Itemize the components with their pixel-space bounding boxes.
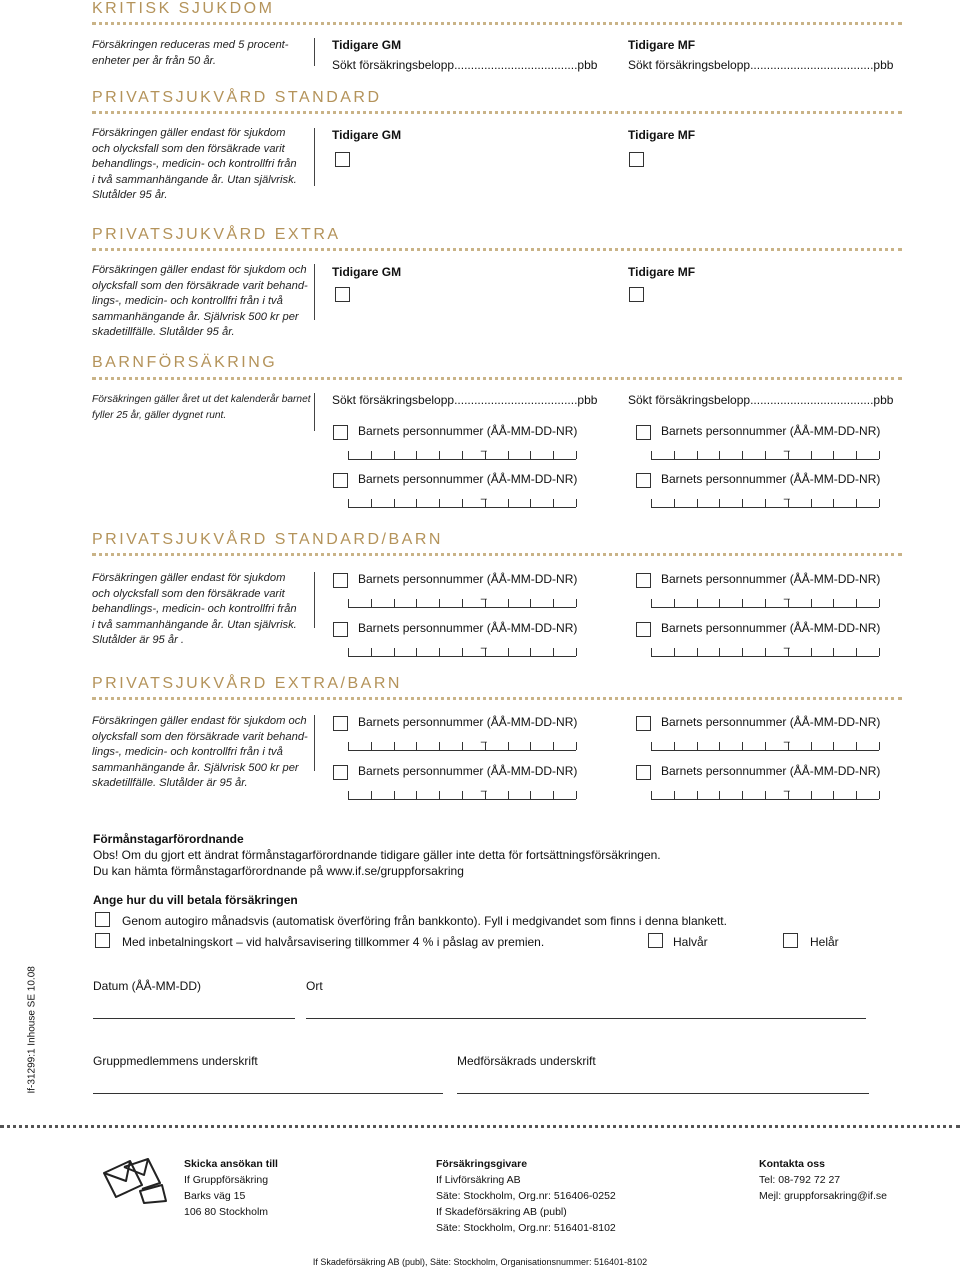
pnr-tick xyxy=(651,451,652,459)
standard-barn-child1-mf-pnr-field[interactable] xyxy=(651,593,879,608)
pnr-tick xyxy=(348,451,349,459)
standard-barn-child2-gm-checkbox[interactable] xyxy=(333,622,348,637)
kritisk-mf-amount[interactable]: Sökt försäkringsbelopp.....................................pbb xyxy=(628,58,894,72)
desc-line: Slutålder är 95 år . xyxy=(92,634,185,646)
kritisk-description xyxy=(92,38,289,69)
desc-line: fyller 25 år, gäller dygnet runt. xyxy=(92,409,227,421)
co-insured-signature-field[interactable] xyxy=(457,1093,869,1094)
pnr-tick xyxy=(697,451,698,459)
pnr-tick xyxy=(856,499,857,507)
pnr-tick xyxy=(394,791,395,799)
pnr-tick xyxy=(439,742,440,750)
footer-divider xyxy=(0,1125,960,1128)
divider xyxy=(92,377,902,380)
pnr-tick xyxy=(719,499,720,507)
standard-barn-child1-mf-checkbox[interactable] xyxy=(636,573,651,588)
pnr-dash: – xyxy=(783,593,790,605)
desc-line: olycksfall som den försäkrade varit behand- xyxy=(92,730,308,743)
extra-barn-description xyxy=(92,714,308,792)
barn-child2-gm-pnr-label: Barnets personnummer (ÅÅ-MM-DD-NR) xyxy=(358,472,578,486)
vertical-bar xyxy=(314,264,315,320)
barn-child1-gm-pnr-label: Barnets personnummer (ÅÅ-MM-DD-NR) xyxy=(358,424,578,438)
pnr-tick xyxy=(811,599,812,607)
pnr-tick xyxy=(553,499,554,507)
pnr-tick xyxy=(811,499,812,507)
pnr-tick xyxy=(697,499,698,507)
pnr-tick xyxy=(462,791,463,799)
extra-barn-child1-gm-checkbox[interactable] xyxy=(333,716,348,731)
pnr-tick xyxy=(651,499,652,507)
desc-line: och olycksfall som den försäkrade varit xyxy=(92,142,285,155)
desc-line: Försäkringen gäller endast för sjukdom och xyxy=(92,264,307,276)
vertical-bar xyxy=(314,38,315,66)
pnr-tick xyxy=(765,791,766,799)
section-title-standard: PRIVATSJUKVÅRD STANDARD xyxy=(92,89,382,106)
legal-footer: If Skadeförsäkring AB (publ), Säte: Stockholm, Organisationsnummer: 516401-8102 xyxy=(312,1257,648,1267)
pnr-tick xyxy=(719,742,720,750)
desc-line: skadetillfälle. Slutålder 95 år. xyxy=(92,326,235,338)
pnr-tick xyxy=(674,648,675,656)
pnr-tick xyxy=(348,499,349,507)
divider xyxy=(92,22,902,25)
pnr-tick xyxy=(742,599,743,607)
barn-child1-mf-pnr-field[interactable] xyxy=(651,445,879,460)
extra-gm-checkbox[interactable] xyxy=(335,287,350,302)
pnr-tick xyxy=(394,742,395,750)
pnr-tick xyxy=(416,451,417,459)
contact-email[interactable]: Mejl: gruppforsakring@if.se xyxy=(759,1190,887,1202)
member-signature-label: Gruppmedlemmens underskrift xyxy=(93,1054,258,1068)
send-line: 106 80 Stockholm xyxy=(184,1206,269,1218)
vertical-bar xyxy=(314,128,315,186)
pnr-tick xyxy=(348,742,349,750)
pnr-tick xyxy=(879,791,880,799)
pnr-tick xyxy=(508,648,509,656)
extra-barn-child2-mf-checkbox[interactable] xyxy=(636,765,651,780)
pnr-tick xyxy=(742,451,743,459)
helar-label: Helår xyxy=(810,935,839,949)
desc-line: Slutålder 95 år. xyxy=(92,189,168,201)
extra-barn-child1-gm-pnr-field[interactable] xyxy=(348,736,576,751)
pnr-tick xyxy=(674,499,675,507)
desc-line: sammanhängande år. Självrisk 500 kr per xyxy=(92,761,299,774)
member-signature-field[interactable] xyxy=(93,1093,443,1094)
pnr-tick xyxy=(553,742,554,750)
pnr-tick xyxy=(530,791,531,799)
pnr-tick xyxy=(833,791,834,799)
desc-line: Försäkringen gäller endast för sjukdom och xyxy=(92,715,307,727)
pnr-tick xyxy=(576,791,577,799)
place-label: Ort xyxy=(306,979,323,993)
contact-phone: Tel: 08-792 72 27 xyxy=(759,1174,841,1186)
section-title-extra: PRIVATSJUKVÅRD EXTRA xyxy=(92,226,341,243)
barn-child1-mf-pnr-label: Barnets personnummer (ÅÅ-MM-DD-NR) xyxy=(661,424,881,438)
pnr-tick xyxy=(576,742,577,750)
standard-description xyxy=(92,126,297,204)
pnr-tick xyxy=(811,648,812,656)
pnr-tick xyxy=(508,742,509,750)
pnr-tick xyxy=(833,451,834,459)
extra-barn-child2-gm-checkbox[interactable] xyxy=(333,765,348,780)
pnr-tick xyxy=(765,599,766,607)
barn-child2-mf-checkbox[interactable] xyxy=(636,473,651,488)
extra-barn-child1-mf-pnr-label: Barnets personnummer (ÅÅ-MM-DD-NR) xyxy=(661,715,881,729)
pnr-tick xyxy=(742,791,743,799)
vertical-bar xyxy=(314,393,315,431)
pnr-tick xyxy=(416,791,417,799)
pnr-tick xyxy=(416,648,417,656)
pnr-tick xyxy=(719,599,720,607)
desc-line: olycksfall som den försäkrade varit behand- xyxy=(92,279,308,292)
pnr-tick xyxy=(530,599,531,607)
pnr-tick xyxy=(811,742,812,750)
standard-barn-child2-mf-checkbox[interactable] xyxy=(636,622,651,637)
pnr-tick xyxy=(394,599,395,607)
standard-barn-child1-mf-pnr-label: Barnets personnummer (ÅÅ-MM-DD-NR) xyxy=(661,572,881,586)
pnr-tick xyxy=(371,791,372,799)
pnr-tick xyxy=(530,648,531,656)
pnr-tick xyxy=(765,648,766,656)
pnr-tick xyxy=(371,648,372,656)
pnr-tick xyxy=(462,599,463,607)
section-title-kritisk: KRITISK SJUKDOM xyxy=(92,0,275,17)
extra-mf-checkbox[interactable] xyxy=(629,287,644,302)
barn-child2-mf-pnr-label: Barnets personnummer (ÅÅ-MM-DD-NR) xyxy=(661,472,881,486)
pnr-tick xyxy=(462,648,463,656)
autogiro-label: Genom autogiro månadsvis (automatisk överföring från bankkonto). Fyll i medgivandet som finns i denna blankett. xyxy=(122,914,727,928)
pnr-tick xyxy=(576,648,577,656)
standard-barn-child1-gm-pnr-field[interactable] xyxy=(348,593,576,608)
pnr-tick xyxy=(439,648,440,656)
barn-child2-gm-checkbox[interactable] xyxy=(333,473,348,488)
standard-barn-child2-gm-pnr-label: Barnets personnummer (ÅÅ-MM-DD-NR) xyxy=(358,621,578,635)
extra-barn-child1-gm-pnr-label: Barnets personnummer (ÅÅ-MM-DD-NR) xyxy=(358,715,578,729)
desc-line: behandlings-, medicin- och kontrollfri från xyxy=(92,603,297,615)
pnr-tick xyxy=(508,791,509,799)
standard-barn-child2-mf-pnr-label: Barnets personnummer (ÅÅ-MM-DD-NR) xyxy=(661,621,881,635)
standard-mf-label: Tidigare MF xyxy=(628,128,696,142)
beneficiary-heading: Förmånstagarförordnande xyxy=(93,832,244,846)
barn-child2-mf-pnr-field[interactable] xyxy=(651,493,879,508)
pnr-tick xyxy=(394,451,395,459)
vertical-bar xyxy=(314,715,315,771)
insurer-line: If Skadeförsäkring AB (publ) xyxy=(436,1206,567,1218)
pnr-tick xyxy=(674,451,675,459)
pnr-tick xyxy=(697,791,698,799)
pnr-tick xyxy=(833,599,834,607)
pnr-tick xyxy=(719,648,720,656)
pnr-tick xyxy=(348,791,349,799)
send-line: Barks väg 15 xyxy=(184,1190,246,1202)
pnr-tick xyxy=(856,648,857,656)
insurer-line: If Livförsäkring AB xyxy=(436,1174,521,1186)
pnr-tick xyxy=(833,742,834,750)
pnr-dash: – xyxy=(480,445,487,457)
desc-line: behandlings-, medicin- och kontrollfri från xyxy=(92,158,297,170)
pnr-tick xyxy=(811,451,812,459)
pnr-tick xyxy=(348,648,349,656)
pnr-tick xyxy=(553,599,554,607)
contact-heading: Kontakta oss xyxy=(759,1158,825,1170)
pnr-tick xyxy=(674,599,675,607)
form-code: If-31299:1 Inhouse SE 10.08 xyxy=(26,966,38,1094)
pnr-tick xyxy=(856,742,857,750)
pnr-tick xyxy=(879,451,880,459)
extra-mf-label: Tidigare MF xyxy=(628,265,696,279)
pnr-tick xyxy=(394,499,395,507)
insurer-line: Säte: Stockholm, Org.nr: 516401-8102 xyxy=(436,1222,616,1234)
pnr-tick xyxy=(651,648,652,656)
desc-line: Försäkringen gäller endast för sjukdom xyxy=(92,127,286,139)
pnr-tick xyxy=(674,742,675,750)
pnr-tick xyxy=(462,742,463,750)
pnr-tick xyxy=(416,742,417,750)
pnr-tick xyxy=(553,451,554,459)
barn-child2-gm-pnr-field[interactable] xyxy=(348,493,576,508)
pnr-tick xyxy=(856,791,857,799)
pnr-tick xyxy=(508,599,509,607)
desc-line: Försäkringen gäller året ut det kalenderår barnet xyxy=(92,394,311,405)
payment-card-checkbox[interactable] xyxy=(95,933,110,948)
pnr-tick xyxy=(765,451,766,459)
desc-line: lings-, medicin- och kontrollfri från i två xyxy=(92,295,283,307)
pnr-tick xyxy=(530,451,531,459)
extra-description xyxy=(92,263,308,341)
pnr-tick xyxy=(439,451,440,459)
pnr-tick xyxy=(879,648,880,656)
desc-line: i två sammanhängande år. Utan självrisk. xyxy=(92,618,297,631)
barn-description xyxy=(92,392,311,423)
extra-barn-child1-mf-checkbox[interactable] xyxy=(636,716,651,731)
pnr-dash: – xyxy=(480,736,487,748)
pnr-tick xyxy=(719,791,720,799)
standard-barn-child2-mf-pnr-field[interactable] xyxy=(651,642,879,657)
pnr-tick xyxy=(462,451,463,459)
desc-line: sammanhängande år. Självrisk 500 kr per xyxy=(92,310,299,323)
desc-line: Försäkringen reduceras med 5 procent- xyxy=(92,39,289,51)
standard-barn-child2-gm-pnr-field[interactable] xyxy=(348,642,576,657)
pnr-dash: – xyxy=(480,493,487,505)
vertical-bar xyxy=(314,572,315,628)
pnr-dash: – xyxy=(783,785,790,797)
kritisk-gm-amount[interactable]: Sökt försäkringsbelopp.....................................pbb xyxy=(332,58,598,72)
extra-barn-child2-gm-pnr-field[interactable] xyxy=(348,785,576,800)
standard-mf-checkbox[interactable] xyxy=(629,152,644,167)
pnr-tick xyxy=(371,599,372,607)
divider xyxy=(92,697,902,700)
pnr-tick xyxy=(439,599,440,607)
pnr-tick xyxy=(742,648,743,656)
pnr-tick xyxy=(651,791,652,799)
payment-card-label: Med inbetalningskort – vid halvårsavisering tillkommer 4 % i påslag av premien. xyxy=(122,935,545,949)
co-insured-signature-label: Medförsäkrads underskrift xyxy=(457,1054,596,1068)
pnr-tick xyxy=(833,648,834,656)
desc-line: lings-, medicin- och kontrollfri från i två xyxy=(92,746,283,758)
desc-line: skadetillfälle. Slutålder är 95 år. xyxy=(92,777,248,789)
standard-barn-child1-gm-pnr-label: Barnets personnummer (ÅÅ-MM-DD-NR) xyxy=(358,572,578,586)
barn-child1-gm-pnr-field[interactable] xyxy=(348,445,576,460)
pnr-tick xyxy=(651,742,652,750)
beneficiary-link-text[interactable]: Du kan hämta förmånstagarförordnande på www.if.se/gruppforsakring xyxy=(93,864,464,878)
payment-heading: Ange hur du vill betala försäkringen xyxy=(93,893,298,907)
barn-child1-gm-checkbox[interactable] xyxy=(333,425,348,440)
section-title-barn: BARNFÖRSÄKRING xyxy=(92,354,278,371)
halvar-label: Halvår xyxy=(673,935,708,949)
pnr-tick xyxy=(879,499,880,507)
helar-checkbox[interactable] xyxy=(783,933,798,948)
pnr-tick xyxy=(371,499,372,507)
pnr-tick xyxy=(651,599,652,607)
section-title-extra-barn: PRIVATSJUKVÅRD EXTRA/BARN xyxy=(92,675,402,692)
pnr-tick xyxy=(742,742,743,750)
pnr-tick xyxy=(697,648,698,656)
pnr-tick xyxy=(439,499,440,507)
pnr-tick xyxy=(719,451,720,459)
pnr-tick xyxy=(576,599,577,607)
pnr-tick xyxy=(394,648,395,656)
pnr-tick xyxy=(742,499,743,507)
send-heading: Skicka ansökan till xyxy=(184,1158,278,1170)
divider xyxy=(92,248,902,251)
pnr-tick xyxy=(416,599,417,607)
pnr-tick xyxy=(348,599,349,607)
section-title-standard-barn: PRIVATSJUKVÅRD STANDARD/BARN xyxy=(92,531,443,548)
extra-barn-child2-mf-pnr-label: Barnets personnummer (ÅÅ-MM-DD-NR) xyxy=(661,764,881,778)
pnr-tick xyxy=(371,742,372,750)
barn-child1-mf-checkbox[interactable] xyxy=(636,425,651,440)
desc-line: i två sammanhängande år. Utan självrisk. xyxy=(92,173,297,186)
beneficiary-note: Obs! Om du gjort ett ändrat förmånstagarförordnande tidigare gäller inte detta för fortsättningsförsäkringen. xyxy=(93,848,661,862)
date-field[interactable] xyxy=(93,1018,295,1019)
pnr-tick xyxy=(530,742,531,750)
pnr-tick xyxy=(508,451,509,459)
barn-gm-amount[interactable]: Sökt försäkringsbelopp.....................................pbb xyxy=(332,393,598,407)
pnr-tick xyxy=(879,599,880,607)
halvar-checkbox[interactable] xyxy=(648,933,663,948)
pnr-tick xyxy=(674,791,675,799)
pnr-dash: – xyxy=(783,445,790,457)
pnr-dash: – xyxy=(480,785,487,797)
pnr-tick xyxy=(439,791,440,799)
pnr-dash: – xyxy=(783,736,790,748)
pnr-tick xyxy=(553,648,554,656)
divider xyxy=(92,553,902,556)
envelope-icon xyxy=(96,1155,170,1205)
pnr-tick xyxy=(553,791,554,799)
kritisk-gm-label: Tidigare GM xyxy=(332,38,402,52)
pnr-tick xyxy=(371,451,372,459)
barn-mf-amount[interactable]: Sökt försäkringsbelopp.....................................pbb xyxy=(628,393,894,407)
extra-barn-child2-gm-pnr-label: Barnets personnummer (ÅÅ-MM-DD-NR) xyxy=(358,764,578,778)
pnr-dash: – xyxy=(783,493,790,505)
pnr-tick xyxy=(765,742,766,750)
pnr-tick xyxy=(833,499,834,507)
insurer-line: Säte: Stockholm, Org.nr: 516406-0252 xyxy=(436,1190,616,1202)
pnr-tick xyxy=(416,499,417,507)
pnr-tick xyxy=(765,499,766,507)
pnr-dash: – xyxy=(480,642,487,654)
standard-barn-description xyxy=(92,571,297,649)
pnr-tick xyxy=(856,451,857,459)
pnr-tick xyxy=(811,791,812,799)
send-line: If Gruppförsäkring xyxy=(184,1174,269,1186)
insurer-heading: Försäkringsgivare xyxy=(436,1158,528,1170)
pnr-tick xyxy=(576,499,577,507)
pnr-dash: – xyxy=(480,593,487,605)
pnr-tick xyxy=(576,451,577,459)
pnr-tick xyxy=(697,742,698,750)
pnr-tick xyxy=(530,499,531,507)
desc-line: enheter per år från 50 år. xyxy=(92,54,216,67)
pnr-tick xyxy=(879,742,880,750)
pnr-tick xyxy=(697,599,698,607)
extra-barn-child2-mf-pnr-field[interactable] xyxy=(651,785,879,800)
extra-barn-child1-mf-pnr-field[interactable] xyxy=(651,736,879,751)
pnr-tick xyxy=(508,499,509,507)
desc-line: och olycksfall som den försäkrade varit xyxy=(92,587,285,600)
extra-gm-label: Tidigare GM xyxy=(332,265,402,279)
standard-barn-child1-gm-checkbox[interactable] xyxy=(333,573,348,588)
divider xyxy=(92,111,902,114)
date-label: Datum (ÅÅ-MM-DD) xyxy=(93,979,201,993)
standard-gm-label: Tidigare GM xyxy=(332,128,402,142)
kritisk-mf-label: Tidigare MF xyxy=(628,38,696,52)
standard-gm-checkbox[interactable] xyxy=(335,152,350,167)
autogiro-checkbox[interactable] xyxy=(95,912,110,927)
pnr-dash: – xyxy=(783,642,790,654)
pnr-tick xyxy=(462,499,463,507)
place-field[interactable] xyxy=(306,1018,866,1019)
pnr-tick xyxy=(856,599,857,607)
desc-line: Försäkringen gäller endast för sjukdom xyxy=(92,572,286,584)
